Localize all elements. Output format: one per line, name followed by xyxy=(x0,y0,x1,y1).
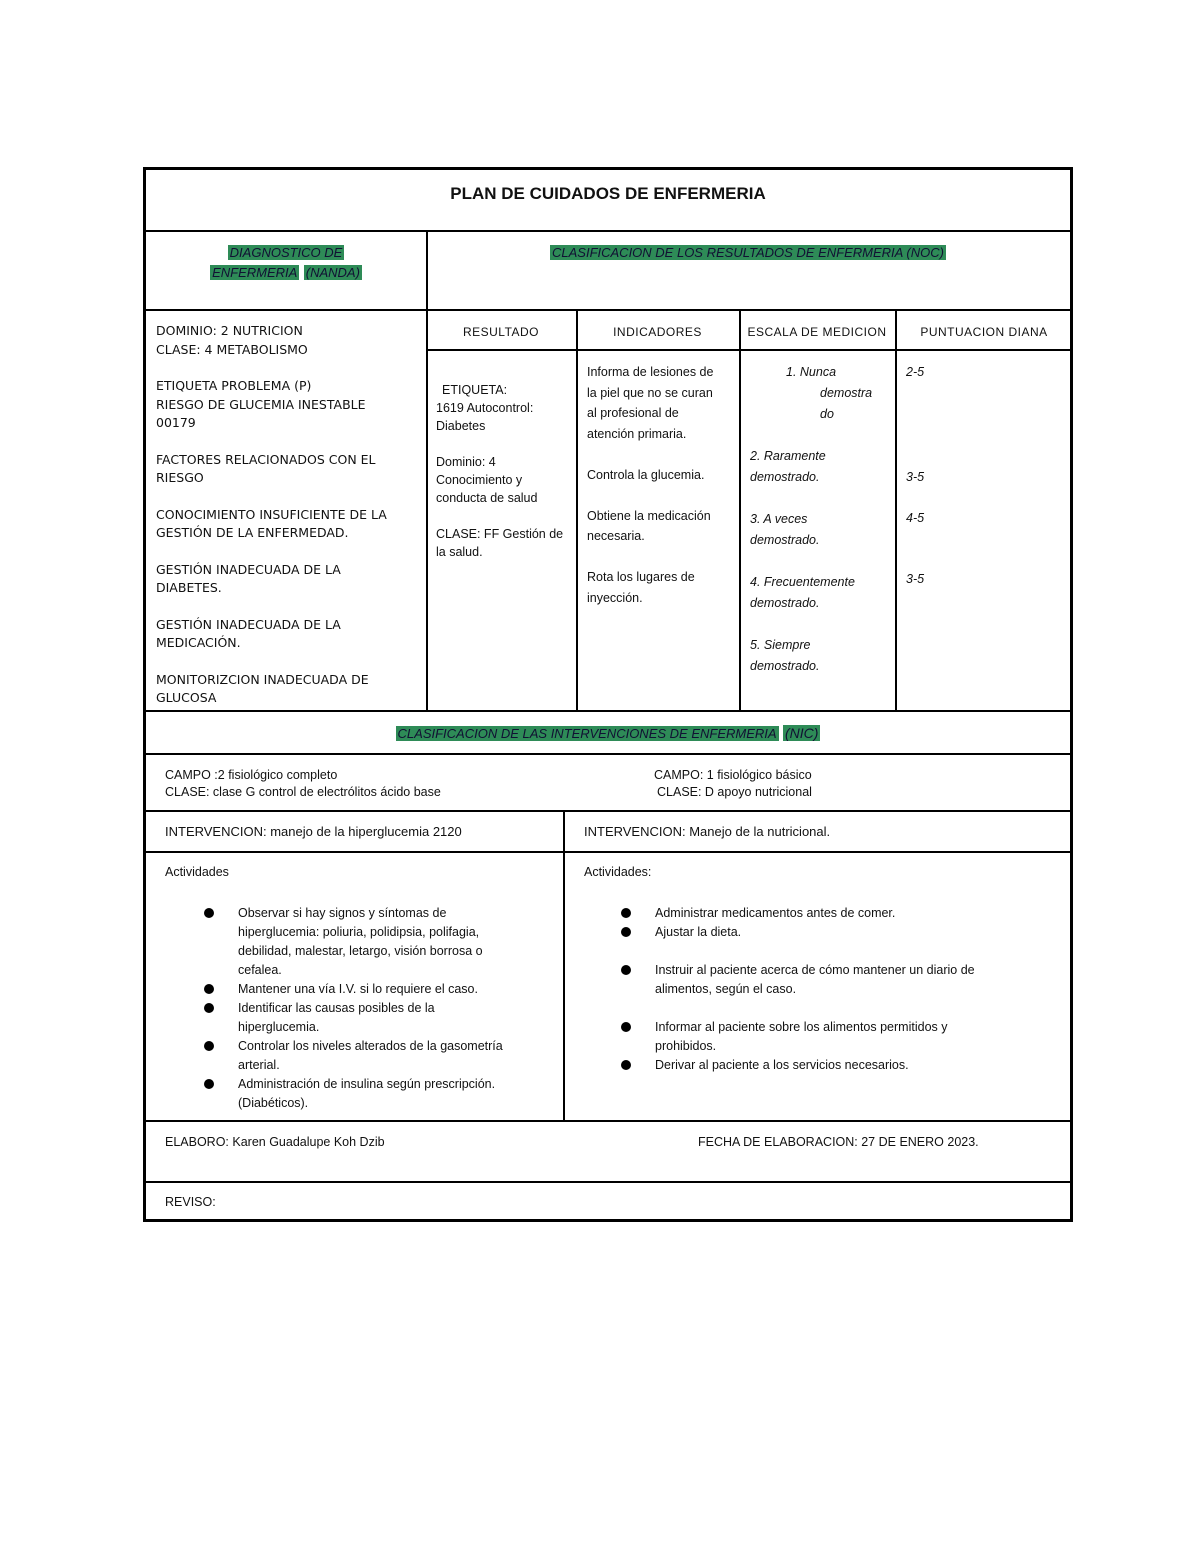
indicador-2: Controla la glucemia. xyxy=(587,467,705,482)
bullet-icon xyxy=(621,1022,631,1032)
resultado-line3: Diabetes xyxy=(436,419,486,433)
nanda-header xyxy=(146,243,426,283)
escala-3b: demostrado. xyxy=(750,533,820,547)
indicador-3b: necesaria. xyxy=(587,529,645,543)
intervencion-left: INTERVENCION: manejo de la hiperglucemia 2120 xyxy=(165,824,462,839)
col-divider xyxy=(739,309,741,710)
intervencion-right: INTERVENCION: Manejo de la nutricional. xyxy=(584,824,831,839)
row-divider xyxy=(146,1181,1070,1183)
col-divider xyxy=(426,230,428,710)
list-item-text: cefalea. xyxy=(238,963,282,977)
clase-text: CLASE: 4 METABOLISMO xyxy=(156,341,308,357)
indicador-1d: atención primaria. xyxy=(587,426,687,441)
list-item xyxy=(621,961,1066,999)
factor-1b: GESTIÓN DE LA ENFERMEDAD. xyxy=(156,525,349,540)
escala-4a: 4. Frecuentemente xyxy=(750,575,855,589)
bullet-icon xyxy=(621,927,631,937)
indicador-1b: la piel que no se curan xyxy=(587,385,713,400)
resultado-etiqueta: ETIQUETA: xyxy=(442,383,508,397)
row-divider xyxy=(146,810,1070,812)
factor-2a: GESTIÓN INADECUADA DE LA xyxy=(156,561,341,577)
bullet-icon xyxy=(621,965,631,975)
list-item-text: debilidad, malestar, letargo, visión borrosa o xyxy=(238,944,483,958)
escala-1a: 1. Nunca xyxy=(786,365,837,379)
bullet-icon xyxy=(204,984,214,994)
list-item-text: Derivar al paciente a los servicios necesarios. xyxy=(655,1058,909,1072)
indicador-4b: inyección. xyxy=(587,590,643,605)
campo-right xyxy=(654,767,812,801)
row-divider xyxy=(146,753,1070,755)
list-item xyxy=(621,904,1066,923)
campo-right-campo: CAMPO: 1 fisiológico básico xyxy=(654,768,812,782)
row-divider xyxy=(146,710,1070,712)
factor-2b: DIABETES. xyxy=(156,580,222,595)
list-item xyxy=(204,1075,559,1113)
list-item-text: hiperglucemia. xyxy=(238,1020,320,1034)
col-header-indicadores: INDICADORES xyxy=(613,325,702,339)
list-item-text: Ajustar la dieta. xyxy=(655,925,742,939)
row-divider xyxy=(146,851,1070,853)
actividades-right-list xyxy=(621,904,1066,1075)
etiqueta-line1: RIESGO DE GLUCEMIA INESTABLE xyxy=(156,396,366,412)
indicadores-content xyxy=(587,362,737,608)
escala-1c: do xyxy=(820,407,834,421)
puntuacion-content xyxy=(906,362,1056,590)
dominio-text: DOMINIO: 2 NUTRICION xyxy=(156,323,303,338)
nanda-header-line2: ENFERMERIA xyxy=(212,265,298,280)
list-item xyxy=(621,1018,1066,1056)
nanda-header-line3: (NANDA) xyxy=(305,265,360,280)
etiqueta-line2: 00179 xyxy=(156,415,196,430)
factor-4b: GLUCOSA xyxy=(156,690,217,705)
factores-line2: RIESGO xyxy=(156,470,204,485)
list-item-text: hiperglucemia: poliuria, polidipsia, polifagia, xyxy=(238,925,480,939)
puntuacion-4: 3-5 xyxy=(906,572,925,586)
col-divider xyxy=(563,810,565,1120)
list-item xyxy=(204,980,559,999)
factor-4a: MONITORIZCION INADECUADA DE xyxy=(156,671,369,687)
campo-left-clase: CLASE: clase G control de electrólitos ácido base xyxy=(165,785,441,799)
fecha-elaboracion: FECHA DE ELABORACION: 27 DE ENERO 2023. xyxy=(698,1135,979,1149)
list-item-text: Administración de insulina según prescripción. xyxy=(238,1077,496,1091)
resultado-line6: conducta de salud xyxy=(436,491,538,505)
puntuacion-3: 4-5 xyxy=(906,511,925,525)
indicador-4a: Rota los lugares de xyxy=(587,570,695,584)
resultado-line5: Conocimiento y xyxy=(436,473,523,487)
bullet-icon xyxy=(204,1079,214,1089)
nic-header-text: CLASIFICACION DE LAS INTERVENCIONES DE ENFERMERIA xyxy=(397,726,777,741)
actividades-right-label: Actividades: xyxy=(584,865,652,879)
escala-1b: demostra xyxy=(820,386,873,400)
factor-1a: CONOCIMIENTO INSUFICIENTE DE LA xyxy=(156,506,387,522)
escala-4b: demostrado. xyxy=(750,596,820,610)
list-item xyxy=(204,904,559,980)
col-divider xyxy=(895,309,897,710)
resultado-line2: 1619 Autocontrol: xyxy=(436,401,534,415)
factores-line1: FACTORES RELACIONADOS CON EL xyxy=(156,451,376,467)
care-plan-table xyxy=(143,167,1073,1222)
escala-5b: demostrado. xyxy=(750,659,820,673)
actividades-left-label: Actividades xyxy=(165,865,229,879)
list-item-text: Identificar las causas posibles de la xyxy=(238,1001,435,1015)
bullet-icon xyxy=(204,1003,214,1013)
escala-2a: 2. Raramente xyxy=(750,449,826,463)
etiqueta-title: ETIQUETA PROBLEMA (P) xyxy=(156,378,312,393)
bullet-icon xyxy=(621,908,631,918)
list-item-text: Observar si hay signos y síntomas de xyxy=(238,906,447,920)
bullet-icon xyxy=(621,1060,631,1070)
escala-5a: 5. Siempre xyxy=(750,638,811,652)
reviso-text: REVISO: xyxy=(165,1195,216,1209)
row-divider xyxy=(146,1120,1070,1122)
escala-2b: demostrado. xyxy=(750,470,820,484)
nanda-header-line1: DIAGNOSTICO DE xyxy=(229,245,343,260)
list-item-text: arterial. xyxy=(238,1058,280,1072)
row-divider xyxy=(146,309,1070,311)
diagnostico-content xyxy=(156,322,422,708)
resultado-content xyxy=(436,381,574,561)
row-divider xyxy=(146,230,1070,232)
campo-left-campo: CAMPO :2 fisiológico completo xyxy=(165,768,338,782)
nic-header xyxy=(146,723,1070,744)
col-header-resultado: RESULTADO xyxy=(462,325,540,339)
resultado-line7: CLASE: FF Gestión de xyxy=(436,527,564,541)
escala-content xyxy=(750,362,894,677)
resultado-line8: la salud. xyxy=(436,545,483,559)
list-item xyxy=(621,1056,1066,1075)
factor-3b: MEDICACIÓN. xyxy=(156,635,241,650)
col-header-puntuacion: PUNTUACION DIANA xyxy=(920,325,1048,339)
nic-header-code: (NIC) xyxy=(785,725,819,741)
noc-header xyxy=(426,243,1070,263)
list-item-text: (Diabéticos). xyxy=(238,1096,309,1110)
list-item-text: prohibidos. xyxy=(655,1039,717,1053)
row-divider xyxy=(426,349,1070,351)
puntuacion-1: 2-5 xyxy=(906,365,925,379)
list-item-text: Instruir al paciente acerca de cómo mantener un diario de xyxy=(655,963,975,977)
bullet-icon xyxy=(204,1041,214,1051)
resultado-line4: Dominio: 4 xyxy=(436,455,496,469)
indicador-1a: Informa de lesiones de xyxy=(587,365,714,379)
list-item-text: Controlar los niveles alterados de la gasometría xyxy=(238,1039,503,1053)
bullet-icon xyxy=(204,908,214,918)
campo-right-clase: CLASE: D apoyo nutricional xyxy=(657,785,812,799)
list-item-text: Mantener una vía I.V. si lo requiere el caso. xyxy=(238,982,478,996)
col-divider xyxy=(576,309,578,710)
noc-header-text: CLASIFICACION DE LOS RESULTADOS DE ENFERMERIA (NOC) xyxy=(552,245,944,260)
page-title: PLAN DE CUIDADOS DE ENFERMERIA xyxy=(450,184,766,203)
list-item-text: Informar al paciente sobre los alimentos permitidos y xyxy=(655,1020,948,1034)
factor-3a: GESTIÓN INADECUADA DE LA xyxy=(156,616,341,632)
col-header-escala: ESCALA DE MEDICION xyxy=(747,325,887,339)
list-item-text: Administrar medicamentos antes de comer. xyxy=(655,906,896,920)
actividades-left-list xyxy=(204,904,559,1113)
list-item xyxy=(204,999,559,1037)
list-item xyxy=(204,1037,559,1075)
elaboro-text: ELABORO: Karen Guadalupe Koh Dzib xyxy=(165,1135,385,1149)
puntuacion-2: 3-5 xyxy=(906,470,925,484)
indicador-3a: Obtiene la medicación xyxy=(587,508,711,523)
escala-3a: 3. A veces xyxy=(750,512,808,526)
campo-left xyxy=(165,767,441,801)
list-item xyxy=(621,923,1066,942)
list-item-text: alimentos, según el caso. xyxy=(655,982,797,996)
indicador-1c: al profesional de xyxy=(587,406,679,420)
